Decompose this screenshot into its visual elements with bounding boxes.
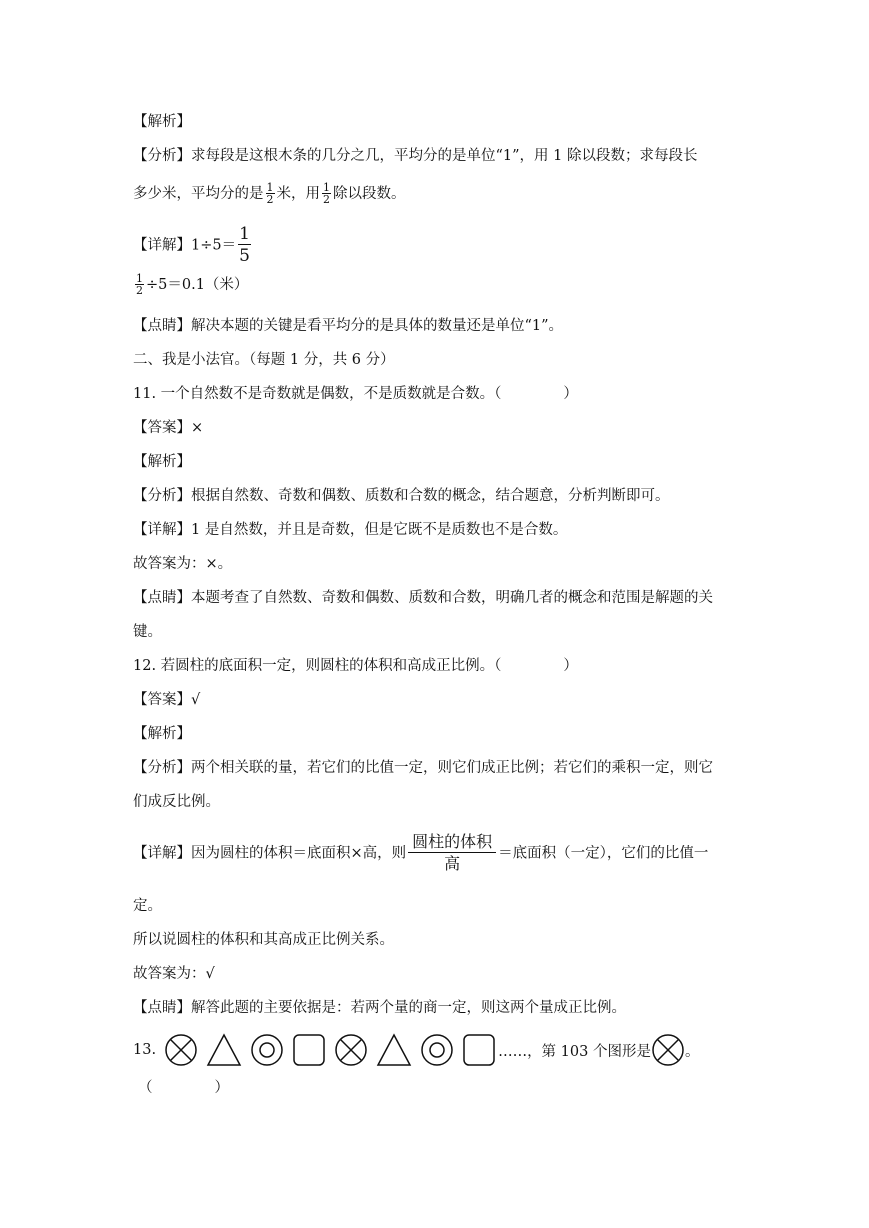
circle-x-icon — [164, 1033, 198, 1067]
q10-fenxi-line1: 【分析】求每段是这根木条的几分之几，平均分的是单位“1”，用 1 除以段数；求每段长 — [133, 148, 698, 164]
q12-fenxi-line2: 们成反比例。 — [133, 794, 220, 810]
q10-fenxi-line2: 多少米，平均分的是 $\frac{1}{2}$ 米，用 $\frac{1}{2}$ 除以段数。 — [133, 181, 406, 206]
q12-fenxi-line1: 【分析】两个相关联的量，若它们的比值一定，则它们成正比例；若它们的乘积一定，则它 — [133, 760, 713, 776]
fraction-half: $\frac{1}{2}$ — [323, 181, 330, 206]
q11-question: 11. 一个自然数不是奇数就是偶数，不是质数就是合数。（ ） — [133, 386, 578, 402]
q11-answer: 【答案】× — [133, 420, 204, 436]
q10-calc: $\frac{1}{2}$ ÷5＝0.1（米） — [136, 272, 249, 297]
section-heading: 二、我是小法官。（每题 1 分，共 6 分） — [133, 352, 395, 368]
q12-question: 12. 若圆柱的底面积一定，则圆柱的体积和高成正比例。（ ） — [133, 658, 578, 674]
q12-answer: 【答案】√ — [133, 692, 201, 708]
fraction-half: $\frac{1}{2}$ — [136, 272, 143, 297]
q12-dianjing: 【点睛】解答此题的主要依据是：若两个量的商一定，则这两个量成正比例。 — [133, 1000, 626, 1016]
circle-x-icon — [334, 1033, 368, 1067]
q10-jiexi: 【解析】 — [133, 114, 191, 130]
q11-conclusion: 故答案为：×。 — [133, 556, 233, 572]
q12-jiexi: 【解析】 — [133, 726, 191, 742]
fraction-one-fifth: $\frac{1}{5}$ — [239, 224, 250, 266]
q12-xiangjie-line2: 定。 — [133, 898, 162, 914]
triangle-icon — [206, 1033, 242, 1067]
q11-jiexi: 【解析】 — [133, 454, 191, 470]
q12-xiangjie: 【详解】因为圆柱的体积＝底面积×高，则 $\frac{\text{圆柱的体积}}{\text{高}}$ ＝底面积（一定），它们的比值一 — [133, 832, 709, 873]
rounded-square-icon — [292, 1033, 326, 1067]
q11-dianjing-line2: 键。 — [133, 624, 162, 640]
rounded-square-icon — [462, 1033, 496, 1067]
question-number: 13. — [133, 1042, 157, 1058]
q12-conclusion: 故答案为：√ — [133, 966, 215, 982]
triangle-icon — [376, 1033, 412, 1067]
fraction-half: $\frac{1}{2}$ — [266, 181, 274, 206]
circle-x-icon — [651, 1033, 685, 1067]
double-circle-icon — [420, 1033, 454, 1067]
fraction-volume-over-height: $\frac{\text{圆柱的体积}}{\text{高}}$ — [408, 832, 496, 875]
q11-dianjing-line1: 【点睛】本题考查了自然数、奇数和偶数、质数和合数，明确几者的概念和范围是解题的关 — [133, 590, 713, 606]
q10-dianjing: 【点睛】解决本题的关键是看平均分的是具体的数量还是单位“1”。 — [133, 318, 564, 334]
double-circle-icon — [250, 1033, 284, 1067]
q11-xiangjie: 【详解】1 是自然数，并且是奇数，但是它既不是质数也不是合数。 — [133, 522, 568, 538]
q12-suoyi: 所以说圆柱的体积和其高成正比例关系。 — [133, 932, 394, 948]
q13-answer-blank: （ ） — [138, 1080, 229, 1096]
q11-fenxi: 【分析】根据自然数、奇数和偶数、质数和合数的概念，结合题意，分析判断即可。 — [133, 488, 670, 504]
q13-question: 13. ……，第 103 个图形是 。 — [133, 1032, 699, 1068]
q10-xiangjie: 【详解】1÷5＝ $\frac{1}{5}$ — [133, 224, 250, 266]
